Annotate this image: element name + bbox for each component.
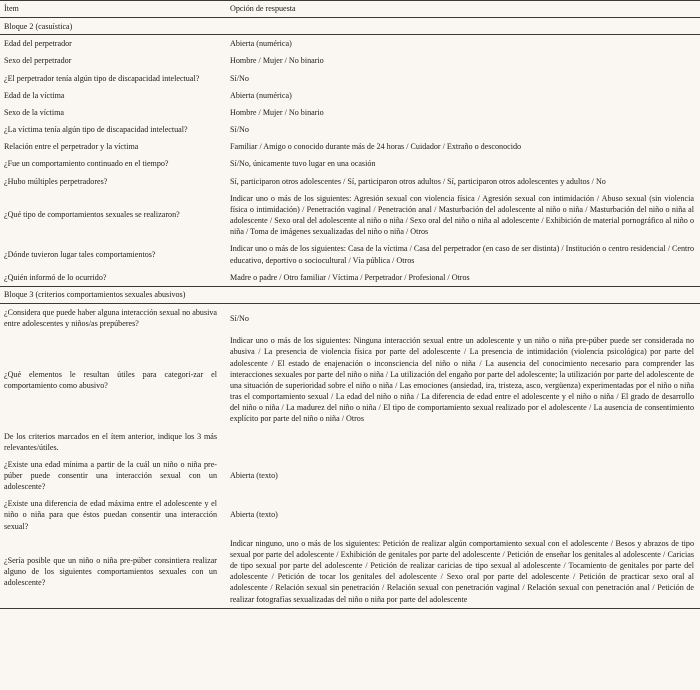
- cell-item: ¿Sería posible que un niño o niña pre-púber consintiera realizar alguno de los siguientes comportamientos sexuales con un adolescente?: [0, 535, 227, 608]
- table-row: [0, 173, 700, 190]
- cell-option: Indicar uno o más de los siguientes: Ninguna interacción sexual entre un adolescente y un niño o niña pre-púber puede ser considerada no abusiva / La presencia de violencia física por parte del adolescente / La presencia de intimidación (violencia psicológica) por parte del adolescente / El estado de enajenación o inconsciencia del niño o niña / La ausencia del conocimiento necesario para comprender las interacciones sexuales por parte del niño o niña / La utilización del engaño por parte del adolescente; la utilización por parte del adolescente de una situación de superioridad sobre el niño o niña / Las emociones (ansiedad, ira, tristeza, asco, vergüenza) experimentadas por el niño o niña tras el comportamiento sexual / La edad del niño o niña / La diferencia de edad entre el adolescente y el niño o niña / El grado de desarrollo del niño o niña / La madurez del niño o niña / El tipo de comportamiento sexual realizado por el adolescente / La ausencia de consentimiento explícito por parte del niño o niña / Otros: [230, 336, 694, 424]
- cell-option: Indicar uno o más de los siguientes: Agresión sexual con violencia física / Agresión sexual con intimidación / Abuso sexual (sin violencia física o intimidación) / Penetración vaginal / Penetración anal / Masturbación del adolescente al niño o niña / Masturbación del niño o niña al adolescente / Sexo oral del adolescente al niño o niña / Sexo oral del niño o niña al adolescente / Exhibición de material pornográfico al niño o niña / Toma de imágenes sexualizadas del niño o niña / Otros: [230, 193, 694, 237]
- table-section-header-row: [0, 286, 700, 303]
- table-section-header-row: [0, 18, 700, 35]
- cell-item: ¿Qué elementos le resultan útiles para categori-zar el comportamiento como abusivo?: [4, 369, 217, 390]
- cell-option: Indicar uno o más de los siguientes: Casa de la víctima / Casa del perpetrador (en caso de ser distinta) / Institución o centro residencial / Centro educativo, deportivo o sociocultural / Vía pública / Otros: [230, 244, 694, 265]
- table-row: [0, 104, 700, 121]
- table-row: [0, 52, 700, 69]
- table-row: [0, 121, 700, 138]
- cell-option: Sí/No: [230, 313, 249, 323]
- cell-option: Hombre / Mujer / No binario: [230, 107, 324, 117]
- cell-option: Madre o padre / Otro familiar / Víctima / Perpetrador / Profesional / Otros: [230, 272, 470, 282]
- table-row: [0, 240, 700, 268]
- table-row: [0, 70, 700, 87]
- table-row: [0, 456, 700, 495]
- cell-item: ¿Existe una diferencia de edad máxima entre el adolescente y el niño o niña para que éstos puedan consentir una interacción sexual?: [4, 499, 217, 531]
- cell-item: ¿La víctima tenía algún tipo de discapacidad intelectual?: [4, 125, 188, 135]
- cell-option: Sí/No: [230, 73, 249, 83]
- cell-option: Abierta (texto): [230, 471, 278, 480]
- cell-option: Familiar / Amigo o conocido durante más de 24 horas / Cuidador / Extraño o desconocido: [230, 142, 522, 152]
- cell-item: Sexo de la víctima: [4, 107, 65, 117]
- cell-item: Edad de la víctima: [4, 90, 65, 100]
- cell-option: Abierta (numérica): [230, 39, 292, 49]
- cell-option: Sí/No: [230, 125, 249, 135]
- cell-option: [227, 428, 700, 456]
- cell-option: Sí/No, únicamente tuvo lugar en una ocasión: [230, 159, 376, 169]
- table-row: [0, 303, 700, 332]
- column-header-option: Opción de respuesta: [227, 1, 700, 18]
- cell-option: Indicar ninguno, uno o más de los siguientes: Petición de realizar algún comportamiento sexual con el adolescente / Besos y abrazos de tipo sexual por parte del adolescente / Exhibición de genitales por parte del adolescente / Petición de enseñar los genitales al adolescente / Caricias de tipo sexual por parte del adolescente / Petición de realizar caricias de tipo sexual al adolescente / Tocamiento de genitales por parte del adolescente / Petición de tocar los genitales del adolescente / Sexo oral por parte del adolescente / Petición de practicar sexo oral al adolescente / Relación sexual sin penetración / Relación sexual con penetración vaginal / Relación sexual con penetración anal / Petición de realizar fotografías sexualizadas del niño o niña por parte del adolescente: [227, 535, 700, 608]
- table-header: [0, 1, 700, 18]
- cell-item: ¿El perpetrador tenía algún tipo de discapacidad intelectual?: [4, 73, 200, 83]
- table-row: [0, 269, 700, 287]
- table-header-row: [0, 1, 700, 18]
- cell-item: ¿Considera que puede haber alguna interacción sexual no abusiva entre adolescentes y niños/as prepúberes?: [4, 307, 217, 329]
- cell-item: ¿Existe una edad mínima a partir de la cuál un niño o niña pre-púber puede consentir una interacción sexual con un adolescente?: [4, 459, 217, 492]
- table-row: [0, 535, 700, 608]
- cell-item: ¿Quién informó de lo ocurrido?: [4, 272, 107, 282]
- section-title: Bloque 2 (casuística): [0, 18, 700, 35]
- cell-item: De los criterios marcados en el ítem anterior, indique los 3 más relevantes/útiles.: [4, 431, 217, 452]
- table-row: [0, 87, 700, 104]
- cell-option: Abierta (texto): [230, 510, 278, 520]
- section-title: Bloque 3 (criterios comportamientos sexuales abusivos): [0, 286, 700, 303]
- table-row: [0, 35, 700, 53]
- column-header-item: Ítem: [0, 1, 227, 18]
- cell-item: ¿Hubo múltiples perpetradores?: [4, 176, 108, 186]
- table-body: [0, 18, 700, 609]
- table-row: [0, 138, 700, 155]
- cell-item: ¿Dónde tuvieron lugar tales comportamientos?: [4, 249, 156, 259]
- cell-item: Sexo del perpetrador: [4, 56, 72, 66]
- table-row: [0, 332, 700, 427]
- table-row: [0, 190, 700, 241]
- cell-option: Sí, participaron otros adolescentes / Sí, participaron otros adultos / Sí, participaron otros adolescentes y adultos / No: [230, 176, 606, 186]
- cell-item: ¿Fue un comportamiento continuado en el tiempo?: [4, 159, 169, 169]
- cell-option: Hombre / Mujer / No binario: [230, 56, 324, 66]
- table-row: [0, 428, 700, 456]
- cell-item: Edad del perpetrador: [4, 39, 72, 49]
- cell-item: Relación entre el perpetrador y la víctima: [4, 142, 139, 152]
- table-row: [0, 155, 700, 172]
- cell-option: Abierta (numérica): [230, 90, 292, 100]
- table-row: [0, 495, 700, 534]
- cell-item: ¿Qué tipo de comportamientos sexuales se realizaron?: [4, 210, 180, 220]
